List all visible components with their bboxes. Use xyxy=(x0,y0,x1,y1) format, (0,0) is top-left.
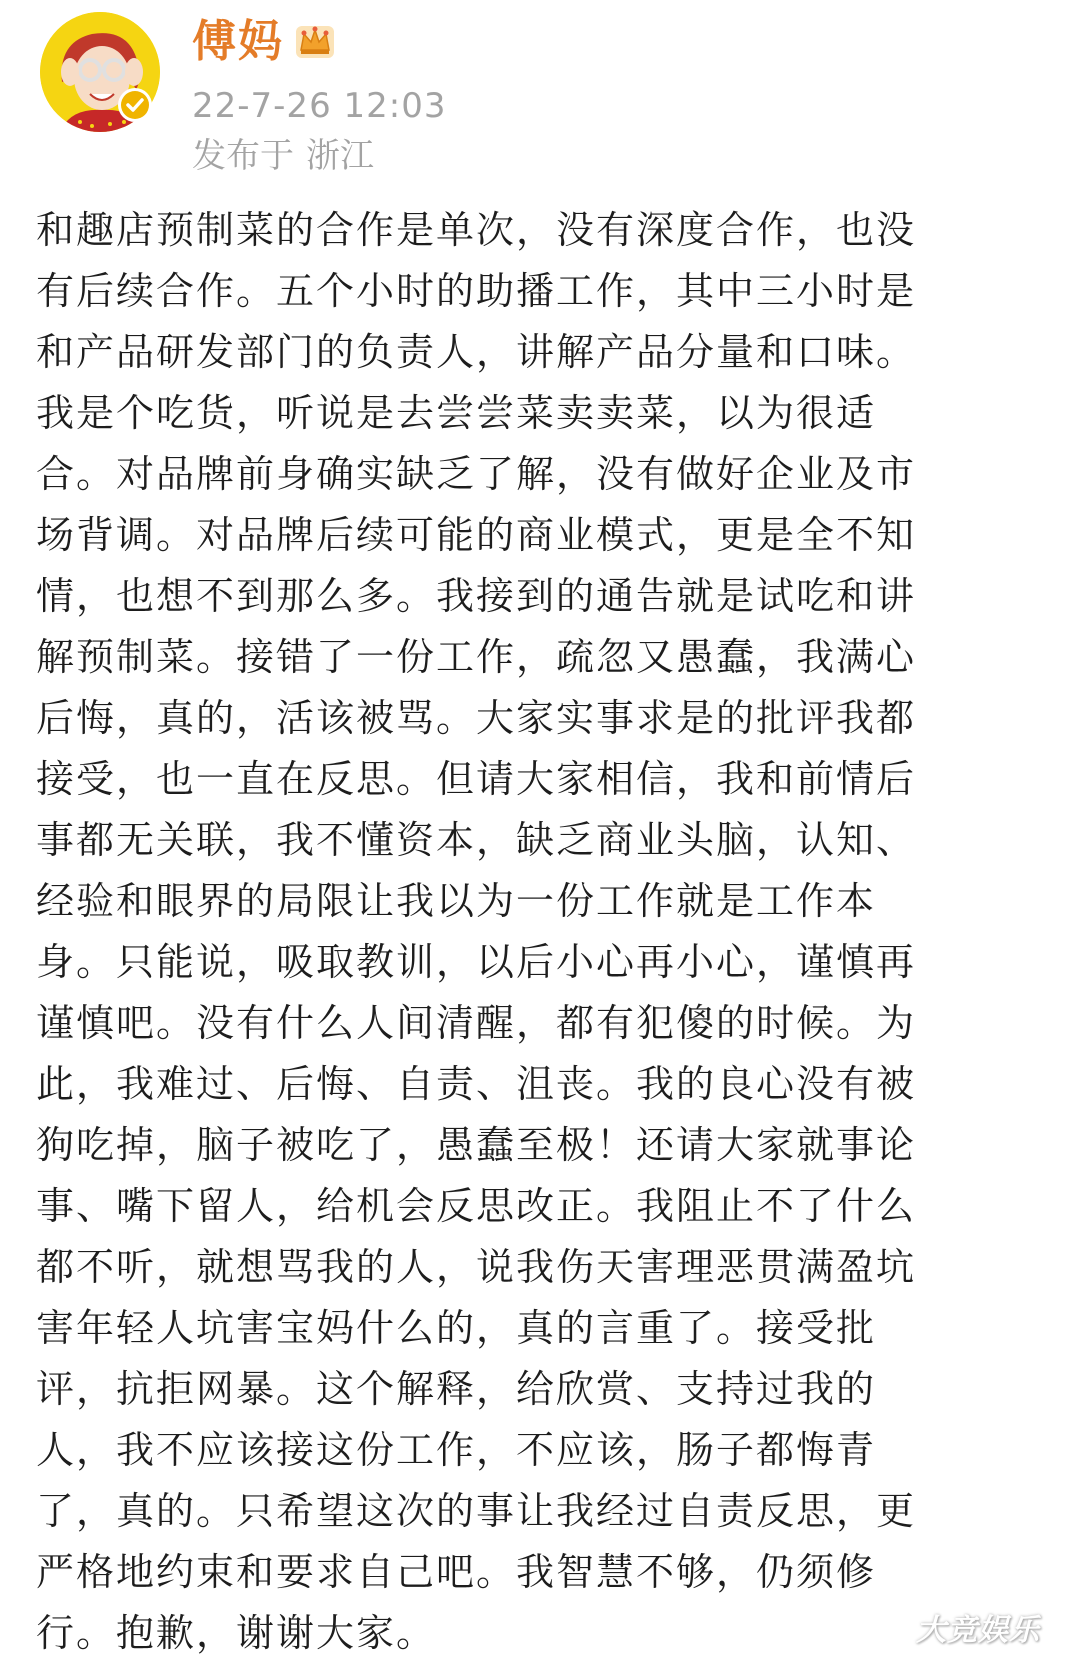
verified-check-icon xyxy=(118,88,152,122)
content-line: 狗吃掉，脑子被吃了，愚蠢至极！还请大家就事论 xyxy=(36,1123,917,1167)
content-line: 事、嘴下留人，给机会反思改正。我阻止不了什么 xyxy=(36,1184,917,1228)
content-line: 情，也想不到那么多。我接到的通告就是试吃和讲 xyxy=(36,574,917,618)
content-line: 害年轻人坑害宝妈什么的，真的言重了。接受批 xyxy=(36,1306,877,1350)
content-line: 评，抗拒网暴。这个解释，给欣赏、支持过我的 xyxy=(36,1367,877,1411)
content-line: 场背调。对品牌后续可能的商业模式，更是全不知 xyxy=(36,513,917,557)
location-value: 浙江 xyxy=(306,136,374,176)
content-line: 解预制菜。接错了一份工作，疏忽又愚蠢，我满心 xyxy=(36,635,917,679)
watermark-text: 大竞娱乐 xyxy=(916,1613,1040,1648)
content-line: 了，真的。只希望这次的事让我经过自责反思，更 xyxy=(36,1489,917,1533)
content-line: 身。只能说，吸取教训，以后小心再小心，谨慎再 xyxy=(36,940,917,984)
content-line: 严格地约束和要求自己吧。我智慧不够，仍须修 xyxy=(36,1550,877,1594)
post-location xyxy=(192,134,374,178)
content-line: 事都无关联，我不懂资本，缺乏商业头脑，认知、 xyxy=(36,818,917,862)
content-line: 接受，也一直在反思。但请大家相信，我和前情后 xyxy=(36,757,917,801)
post-content xyxy=(36,200,1036,1664)
content-line: 和趣店预制菜的合作是单次，没有深度合作，也没 xyxy=(36,208,917,252)
content-line: 行。抱歉，谢谢大家。 xyxy=(36,1611,437,1655)
content-line: 有后续合作。五个小时的助播工作，其中三小时是 xyxy=(36,269,917,313)
content-line: 后悔，真的，活该被骂。大家实事求是的批评我都 xyxy=(36,696,917,740)
content-line: 合。对品牌前身确实缺乏了解，没有做好企业及市 xyxy=(36,452,917,496)
post-header xyxy=(0,0,1080,190)
content-line: 我是个吃货，听说是去尝尝菜卖卖菜，以为很适 xyxy=(36,391,877,435)
crown-icon xyxy=(292,20,338,62)
location-label: 发布于 xyxy=(192,136,294,176)
author-name[interactable]: 傅妈 xyxy=(192,16,284,67)
content-line: 和产品研发部门的负责人，讲解产品分量和口味。 xyxy=(36,330,917,374)
content-line: 谨慎吧。没有什么人间清醒，都有犯傻的时候。为 xyxy=(36,1001,917,1045)
content-line: 都不听，就想骂我的人，说我伤天害理恶贯满盈坑 xyxy=(36,1245,917,1289)
content-line: 此，我难过、后悔、自责、沮丧。我的良心没有被 xyxy=(36,1062,917,1106)
content-line: 人，我不应该接这份工作，不应该，肠子都悔青 xyxy=(36,1428,877,1472)
content-line: 经验和眼界的局限让我以为一份工作就是工作本 xyxy=(36,879,877,923)
post-timestamp: 22-7-26 12:03 xyxy=(192,86,447,126)
